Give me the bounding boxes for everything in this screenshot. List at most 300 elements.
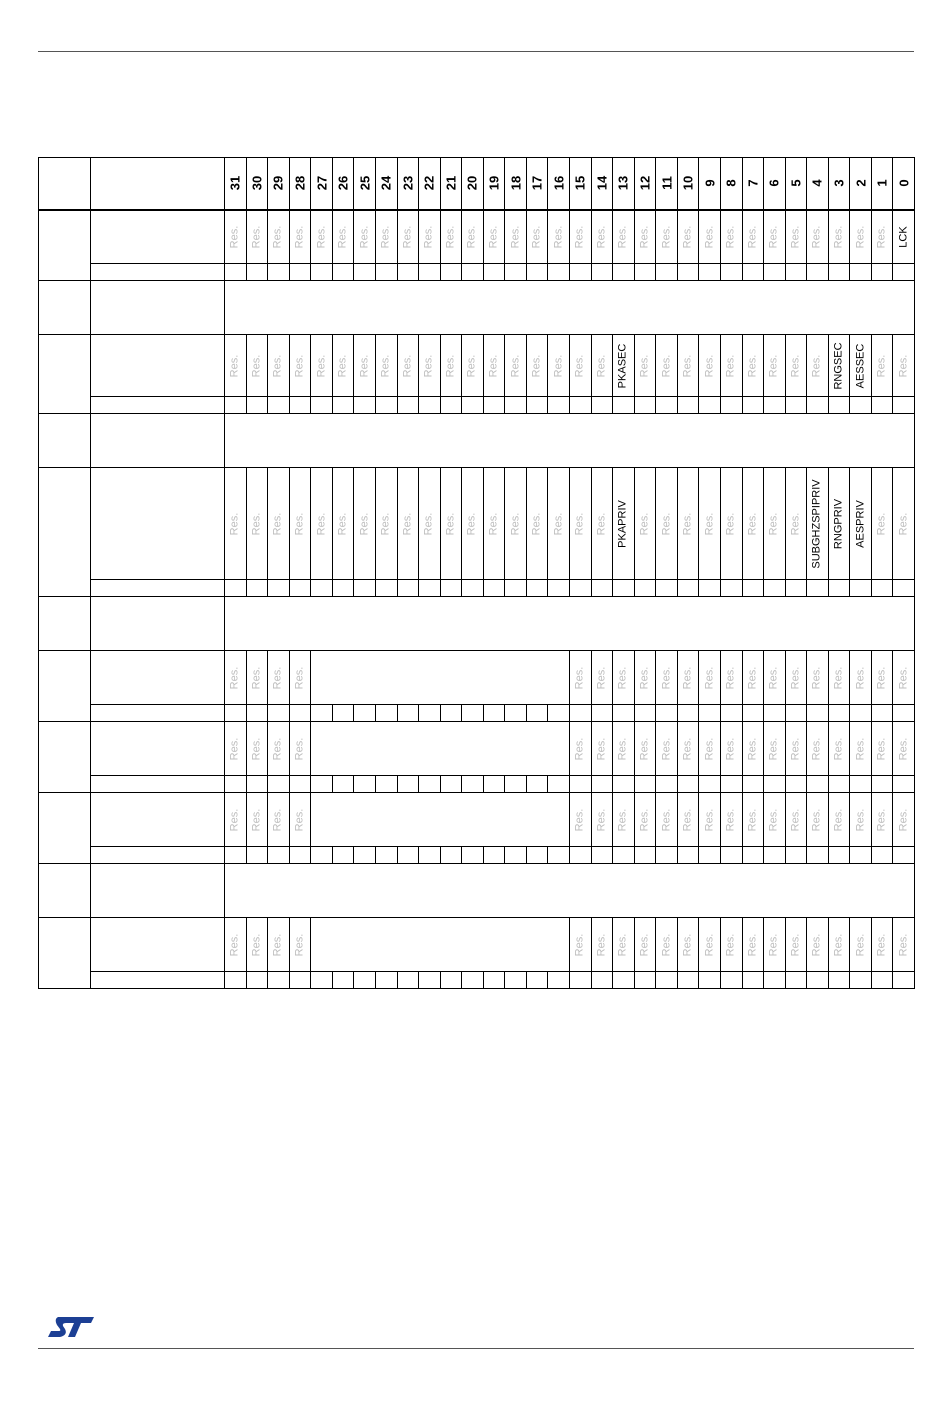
bit-number: 10 [680, 176, 696, 191]
bit-cell-29 [268, 335, 290, 397]
reset-bit-cell [440, 580, 462, 597]
reset-bit-cell [332, 972, 354, 989]
reserved-bit-label: Res. [616, 666, 629, 689]
reserved-bit-label: Res. [228, 808, 241, 831]
reserved-bit-label: Res. [271, 354, 284, 377]
reserved-bit-label: Res. [660, 666, 673, 689]
reset-bit-cell [311, 580, 333, 597]
reserved-bit-label: Res. [530, 512, 543, 535]
reserved-bit-label: Res. [746, 512, 759, 535]
offset-cell [39, 864, 91, 918]
reserved-bit-label: Res. [875, 225, 888, 249]
reset-bit-cell [893, 264, 915, 281]
reserved-bit-label: Res. [703, 737, 716, 760]
bit-cell-7 [742, 793, 764, 847]
register-name-cell [91, 722, 225, 776]
reset-bit-cell [526, 776, 548, 793]
field-rngsec: RNGSEC [832, 341, 845, 390]
reserved-bit-label: Res. [509, 512, 522, 535]
reset-bit-cell [332, 397, 354, 414]
bit-cell-7 [742, 335, 764, 397]
reserved-bit-label: Res. [638, 225, 651, 249]
reserved-bit-label: Res. [250, 808, 263, 831]
bit-cell-18 [505, 210, 527, 264]
bit-cell-13 [613, 722, 635, 776]
bit-cell-10 [677, 468, 699, 580]
reset-bit-cell [850, 705, 872, 722]
reset-bit-cell [354, 705, 376, 722]
offset-cell [39, 722, 91, 793]
reset-bit-cell [505, 705, 527, 722]
reset-bit-cell [634, 397, 656, 414]
reserved-bit-label: Res. [854, 737, 867, 760]
reserved-bit-label: Res. [250, 512, 263, 535]
reserved-span-cell [225, 281, 915, 335]
reserved-bit-label: Res. [703, 666, 716, 689]
bit-header-2 [850, 158, 872, 210]
reset-bit-cell [656, 705, 678, 722]
reset-bit-cell [548, 580, 570, 597]
reset-bit-cell [785, 705, 807, 722]
reset-bit-cell [225, 972, 247, 989]
bit-cell-8 [720, 468, 742, 580]
bit-cell-29 [268, 468, 290, 580]
register-name-cell [91, 793, 225, 847]
bit-cell-29 [268, 918, 290, 972]
bit-cell-0 [893, 651, 915, 705]
reserved-bit-label: Res. [767, 354, 780, 377]
reset-bit-cell [440, 397, 462, 414]
reset-bit-cell [548, 847, 570, 864]
reset-bit-cell [656, 397, 678, 414]
bit-cell-12 [634, 468, 656, 580]
bit-cell-22 [419, 335, 441, 397]
field-aespriv: AESPRIV [854, 499, 867, 548]
bit-cell-30 [246, 722, 268, 776]
bit-cell-16 [548, 210, 570, 264]
reset-bit-cell [699, 705, 721, 722]
bit-number: 9 [702, 179, 718, 187]
bit-cell-11 [656, 722, 678, 776]
reset-bit-cell [613, 847, 635, 864]
unlabeled-span-cell [311, 918, 570, 972]
bit-cell-4 [807, 651, 829, 705]
reserved-bit-label: Res. [401, 354, 414, 377]
bit-cell-26 [332, 468, 354, 580]
reserved-bit-label: Res. [487, 225, 500, 249]
bit-cell-11 [656, 651, 678, 705]
field-lck: LCK [897, 226, 910, 248]
reserved-bit-label: Res. [530, 225, 543, 249]
reset-bit-cell [871, 847, 893, 864]
bit-cell-6 [764, 210, 786, 264]
reserved-bit-label: Res. [271, 737, 284, 760]
offset-cell [39, 281, 91, 335]
reset-bit-cell [807, 264, 829, 281]
bit-cell-18 [505, 335, 527, 397]
reset-bit-cell [742, 397, 764, 414]
reserved-bit-label: Res. [703, 354, 716, 377]
bit-cell-0 [893, 918, 915, 972]
reserved-bit-label: Res. [638, 666, 651, 689]
reserved-bit-label: Res. [552, 354, 565, 377]
reserved-bit-label: Res. [422, 225, 435, 249]
bit-number: 14 [594, 176, 610, 191]
reserved-bit-label: Res. [810, 354, 823, 377]
bit-number: 8 [723, 179, 739, 187]
reset-bit-cell [677, 705, 699, 722]
reset-bit-cell [785, 397, 807, 414]
reserved-bit-label: Res. [487, 354, 500, 377]
bit-cell-24 [375, 335, 397, 397]
reserved-bit-label: Res. [444, 512, 457, 535]
reset-bit-cell [828, 397, 850, 414]
reserved-bit-label: Res. [315, 225, 328, 249]
bit-cell-28 [289, 793, 311, 847]
bit-cell-21 [440, 335, 462, 397]
bit-cell-4 [807, 210, 829, 264]
register-header-cell [91, 158, 225, 210]
reserved-bit-label: Res. [465, 225, 478, 249]
bit-cell-3 [828, 722, 850, 776]
bit-cell-5 [785, 918, 807, 972]
register-field-row [39, 793, 915, 847]
reset-label-cell [91, 580, 225, 597]
bit-header-4 [807, 158, 829, 210]
reset-bit-cell [332, 776, 354, 793]
reset-bit-cell [785, 264, 807, 281]
bit-header-3 [828, 158, 850, 210]
bit-cell-24 [375, 468, 397, 580]
reset-bit-cell [354, 972, 376, 989]
reserved-bit-label: Res. [724, 933, 737, 956]
footer-rule [38, 1348, 914, 1349]
offset-cell [39, 918, 91, 989]
reset-bit-cell [462, 705, 484, 722]
reserved-bit-label: Res. [638, 933, 651, 956]
reset-bit-cell [483, 580, 505, 597]
reserved-bit-label: Res. [358, 512, 371, 535]
reserved-bit-label: Res. [573, 225, 586, 249]
reserved-bit-label: Res. [767, 512, 780, 535]
reset-bit-cell [613, 397, 635, 414]
reserved-bit-label: Res. [315, 354, 328, 377]
register-name-cell [91, 414, 225, 468]
bit-cell-31 [225, 651, 247, 705]
reserved-bit-label: Res. [271, 666, 284, 689]
register-name-cell [91, 918, 225, 972]
bit-number: 15 [572, 176, 588, 191]
reset-bit-cell [354, 776, 376, 793]
bit-cell-14 [591, 335, 613, 397]
reset-bit-cell [871, 264, 893, 281]
st-logo [44, 1311, 104, 1341]
reset-bit-cell [289, 776, 311, 793]
reset-bit-cell [548, 776, 570, 793]
reset-value-row [39, 972, 915, 989]
reserved-bit-label: Res. [897, 737, 910, 760]
reserved-bit-label: Res. [875, 354, 888, 377]
reset-bit-cell [591, 580, 613, 597]
bit-cell-29 [268, 722, 290, 776]
bit-number: 27 [314, 176, 330, 191]
reserved-bit-label: Res. [250, 933, 263, 956]
reset-bit-cell [505, 264, 527, 281]
register-field-row [39, 918, 915, 972]
reset-bit-cell [871, 972, 893, 989]
reset-bit-cell [419, 580, 441, 597]
bit-cell-3 [828, 468, 850, 580]
reset-bit-cell [246, 397, 268, 414]
reset-bit-cell [311, 397, 333, 414]
reserved-bit-label: Res. [444, 354, 457, 377]
reserved-bit-label: Res. [573, 808, 586, 831]
reset-bit-cell [483, 264, 505, 281]
bit-cell-11 [656, 335, 678, 397]
bit-header-11 [656, 158, 678, 210]
reset-bit-cell [570, 847, 592, 864]
reserved-bit-label: Res. [875, 666, 888, 689]
bit-cell-1 [871, 335, 893, 397]
reset-bit-cell [225, 397, 247, 414]
bit-cell-6 [764, 468, 786, 580]
bit-cell-30 [246, 651, 268, 705]
reset-bit-cell [483, 847, 505, 864]
bit-number: 28 [292, 176, 308, 191]
reset-bit-cell [526, 264, 548, 281]
reset-bit-cell [720, 397, 742, 414]
field-pkasec: PKASEC [616, 343, 629, 388]
reserved-bit-label: Res. [724, 737, 737, 760]
reserved-bit-label: Res. [897, 354, 910, 377]
reset-bit-cell [440, 847, 462, 864]
reset-bit-cell [483, 972, 505, 989]
bit-cell-13 [613, 468, 635, 580]
bit-header-28 [289, 158, 311, 210]
bit-cell-28 [289, 468, 311, 580]
reset-bit-cell [311, 972, 333, 989]
reserved-bit-label: Res. [832, 225, 845, 249]
bit-number: 21 [443, 176, 459, 191]
reserved-bit-label: Res. [336, 225, 349, 249]
bit-cell-20 [462, 335, 484, 397]
reset-bit-cell [440, 776, 462, 793]
bit-cell-2 [850, 210, 872, 264]
reset-bit-cell [785, 776, 807, 793]
reset-bit-cell [764, 847, 786, 864]
reserved-bit-label: Res. [293, 225, 306, 249]
reserved-bit-label: Res. [875, 512, 888, 535]
reset-bit-cell [785, 847, 807, 864]
reserved-bit-label: Res. [832, 737, 845, 760]
bit-cell-3 [828, 335, 850, 397]
bit-cell-14 [591, 468, 613, 580]
reserved-bit-label: Res. [530, 354, 543, 377]
bit-cell-4 [807, 335, 829, 397]
reserved-bit-label: Res. [875, 808, 888, 831]
reset-bit-cell [397, 776, 419, 793]
bit-number: 22 [421, 176, 437, 191]
reserved-bit-label: Res. [638, 737, 651, 760]
bit-cell-0 [893, 468, 915, 580]
bit-cell-3 [828, 210, 850, 264]
register-name-cell [91, 210, 225, 264]
reset-bit-cell [828, 264, 850, 281]
bit-header-19 [483, 158, 505, 210]
bit-cell-19 [483, 210, 505, 264]
bit-cell-10 [677, 335, 699, 397]
bit-cell-20 [462, 210, 484, 264]
reset-bit-cell [225, 264, 247, 281]
bit-cell-9 [699, 335, 721, 397]
reset-bit-cell [871, 397, 893, 414]
bit-header-30 [246, 158, 268, 210]
bit-cell-16 [548, 468, 570, 580]
reset-bit-cell [764, 705, 786, 722]
bit-header-1 [871, 158, 893, 210]
reset-bit-cell [807, 397, 829, 414]
bit-header-22 [419, 158, 441, 210]
bit-cell-5 [785, 651, 807, 705]
bit-cell-23 [397, 335, 419, 397]
reset-bit-cell [246, 776, 268, 793]
bit-cell-11 [656, 468, 678, 580]
reserved-bit-label: Res. [724, 512, 737, 535]
bit-cell-7 [742, 918, 764, 972]
reserved-bit-label: Res. [897, 512, 910, 535]
bit-cell-11 [656, 210, 678, 264]
reserved-bit-label: Res. [789, 225, 802, 249]
bit-cell-2 [850, 793, 872, 847]
bit-number: 2 [853, 179, 869, 187]
bit-number: 5 [788, 179, 804, 187]
bit-cell-31 [225, 468, 247, 580]
reserved-bit-label: Res. [271, 225, 284, 249]
bit-cell-4 [807, 918, 829, 972]
reserved-bit-label: Res. [681, 933, 694, 956]
bit-cell-13 [613, 651, 635, 705]
bit-number: 4 [809, 179, 825, 187]
bit-cell-22 [419, 210, 441, 264]
reset-bit-cell [677, 397, 699, 414]
reset-bit-cell [807, 776, 829, 793]
bit-cell-8 [720, 918, 742, 972]
register-name-cell [91, 651, 225, 705]
bit-cell-8 [720, 210, 742, 264]
bit-cell-15 [570, 335, 592, 397]
bit-cell-28 [289, 335, 311, 397]
reset-bit-cell [742, 776, 764, 793]
reset-bit-cell [311, 264, 333, 281]
reset-bit-cell [397, 972, 419, 989]
reserved-bit-label: Res. [703, 808, 716, 831]
bit-cell-6 [764, 651, 786, 705]
reset-bit-cell [419, 847, 441, 864]
reset-bit-cell [462, 776, 484, 793]
bit-header-26 [332, 158, 354, 210]
reset-bit-cell [440, 264, 462, 281]
bit-cell-13 [613, 918, 635, 972]
bit-header-row [39, 158, 915, 210]
bit-cell-13 [613, 210, 635, 264]
reset-bit-cell [526, 705, 548, 722]
reserved-bit-label: Res. [315, 512, 328, 535]
reserved-bit-label: Res. [810, 737, 823, 760]
bit-header-20 [462, 158, 484, 210]
reset-bit-cell [397, 397, 419, 414]
bit-cell-31 [225, 793, 247, 847]
reserved-bit-label: Res. [746, 225, 759, 249]
reset-bit-cell [677, 776, 699, 793]
reset-bit-cell [742, 264, 764, 281]
reset-bit-cell [893, 972, 915, 989]
bit-cell-9 [699, 651, 721, 705]
reset-bit-cell [268, 972, 290, 989]
reset-bit-cell [354, 580, 376, 597]
bit-cell-3 [828, 651, 850, 705]
reset-bit-cell [720, 972, 742, 989]
bit-cell-1 [871, 210, 893, 264]
reset-bit-cell [613, 705, 635, 722]
reserved-bit-label: Res. [293, 737, 306, 760]
unlabeled-span-cell [311, 651, 570, 705]
bit-cell-15 [570, 210, 592, 264]
bit-header-17 [526, 158, 548, 210]
reserved-bit-label: Res. [875, 933, 888, 956]
bit-cell-27 [311, 468, 333, 580]
bit-cell-14 [591, 918, 613, 972]
reset-bit-cell [591, 847, 613, 864]
bit-cell-6 [764, 722, 786, 776]
reserved-bit-label: Res. [616, 808, 629, 831]
reserved-bit-label: Res. [767, 666, 780, 689]
bit-cell-24 [375, 210, 397, 264]
reset-label-cell [91, 264, 225, 281]
reset-bit-cell [548, 972, 570, 989]
reset-bit-cell [720, 580, 742, 597]
reserved-bit-label: Res. [789, 933, 802, 956]
reset-bit-cell [462, 972, 484, 989]
reset-bit-cell [828, 847, 850, 864]
reset-bit-cell [289, 580, 311, 597]
reserved-gap-row [39, 597, 915, 651]
reserved-bit-label: Res. [358, 354, 371, 377]
reset-bit-cell [613, 264, 635, 281]
reserved-bit-label: Res. [854, 933, 867, 956]
bit-cell-3 [828, 793, 850, 847]
reset-bit-cell [720, 776, 742, 793]
reset-bit-cell [332, 264, 354, 281]
reset-bit-cell [893, 580, 915, 597]
field-pkapriv: PKAPRIV [616, 499, 629, 548]
bit-cell-28 [289, 722, 311, 776]
bit-number: 31 [227, 176, 243, 191]
bit-cell-28 [289, 210, 311, 264]
bit-cell-15 [570, 722, 592, 776]
bit-number: 13 [615, 176, 631, 191]
reset-bit-cell [570, 776, 592, 793]
reset-bit-cell [807, 972, 829, 989]
reset-bit-cell [375, 580, 397, 597]
reset-bit-cell [462, 397, 484, 414]
reserved-bit-label: Res. [595, 933, 608, 956]
reset-bit-cell [462, 264, 484, 281]
bit-cell-29 [268, 210, 290, 264]
bit-cell-7 [742, 210, 764, 264]
reset-bit-cell [419, 705, 441, 722]
bit-header-24 [375, 158, 397, 210]
bit-cell-5 [785, 210, 807, 264]
